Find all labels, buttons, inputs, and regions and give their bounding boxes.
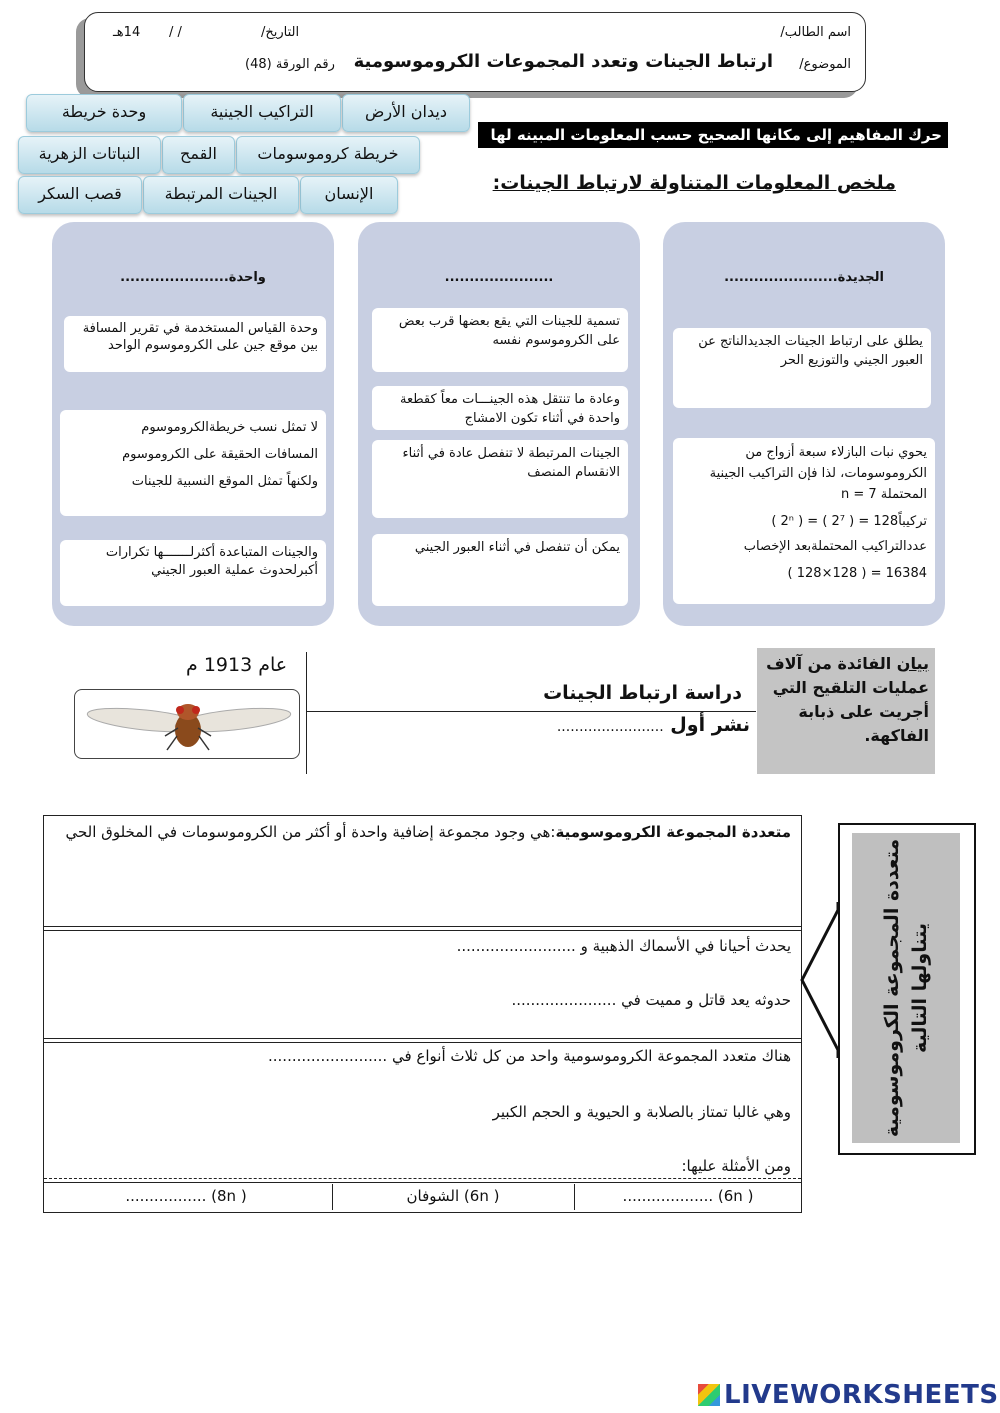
table-divider-1 [44,926,801,927]
summary-title-text: ملخص المعلومات المتناولة لارتباط الجينات: [492,172,896,194]
sheet-number: رقم الورقة (48) [245,57,335,72]
chip-earthworms[interactable]: ديدان الأرض [342,94,470,132]
card-middle-2: وعادة ما تنتقل هذه الجينـــات معاً كقطعة واحدة في أثناء تكون الامشاج [372,386,628,430]
flowering-line: هناك متعدد المجموعة الكروموسومية واحد من كل ثلاث أنواع في ......................... [268,1047,791,1065]
fruit-fly-icon [75,690,299,758]
benefit-text: الفائدة من آلاف عمليات التلقيح التي أجريت على ذبابة الفاكهة. [766,654,929,745]
chip-genotypes[interactable]: التراكيب الجينية [183,94,341,132]
polyploidy-side-title: متعددة المجموعة الكروموسومية يتناولها التالية [881,838,931,1138]
card-left-2 [60,410,326,516]
logo-mark-icon [698,1384,720,1406]
timeline-vertical-line [306,652,307,774]
example-cell-1[interactable]: ( 6n) ................... [574,1184,801,1210]
hijri-year: 14هـ [113,25,141,40]
bracket-connector [798,900,840,1060]
card-left-3: والجينات المتباعدة أكثرلـــــــها تكرارات أكبرلحدوث عملية العبور الجيني [60,540,326,606]
column-map-unit [52,222,334,626]
first-publish-label: نشر أول [670,714,750,736]
worksheet-title: ارتباط الجينات وتعدد المجموعات الكروموسومية [353,51,773,72]
chip-linked-genes[interactable]: الجينات المرتبطة [143,176,299,214]
subject-label: الموضوع/ [799,57,851,72]
liveworksheets-logo [698,1380,999,1410]
column-linked-genes [358,222,640,626]
card-right-2-line4: ( 128×128 ) = 16384 [787,566,927,581]
polyploidy-table [43,815,802,1213]
drop-zone-right[interactable]: الجديدة....................... [724,270,884,285]
first-publish [557,714,750,736]
column-new-genotypes [663,222,945,626]
summary-title [493,172,896,194]
chip-map-unit[interactable]: وحدة خريطة [26,94,182,132]
study-year: عام 1913 م [186,654,288,676]
example-cell-3[interactable]: ( 8n) ................. [125,1187,247,1205]
table-divider-3 [44,1178,801,1179]
drop-zone-middle[interactable]: ...................... [444,270,554,285]
student-name-label: اسم الطالب/ [780,25,851,40]
benefit-label: بيان [896,654,929,673]
fruit-fly-image-box [74,689,300,759]
lethal-line: حدوثه يعد قاتل و مميت في ...................... [511,991,791,1009]
chip-chromosome-map[interactable]: خريطة كروموسومات [236,136,420,174]
card-left-2-line2: المسافات الحقيقة على الكروموسوم [122,447,318,462]
card-right-1: يطلق على ارتباط الجينات الجديدالناتج عن العبور الجيني والتوزيع الحر [673,328,931,408]
card-right-2-line1: يحوي نبات البازلاء سبعة أزواج من الكروموسومات، لذا فإن التراكيب الجينية المحتملة n = 7 [709,445,927,502]
chip-flowering-plants[interactable]: النباتات الزهرية [18,136,161,174]
benefit-box [757,648,935,774]
traits-line: وهي غالبا تمتاز بالصلابة و الحيوية و الحجم الكبير [492,1103,791,1121]
table-divider-2 [44,1038,801,1039]
example-cell-2: ( 6n) الشوفان [332,1184,573,1210]
examples-label: ومن الأمثلة عليها: [681,1157,791,1175]
definition-text: :هي وجود مجموعة إضافية واحدة أو أكثر من الكروموسومات في المخلوق الحي [65,823,556,841]
polyploidy-definition [61,820,791,844]
chip-human[interactable]: الإنسان [300,176,398,214]
card-right-2 [673,438,935,604]
card-middle-1: تسمية للجينات التي يقع بعضها قرب بعض على الكروموسوم نفسه [372,308,628,372]
card-right-2-line2: ( 2ⁿ ) = ( 2⁷ ) = 128تركيباً [771,514,927,529]
instruction-banner: حرك المفاهيم إلى مكانها الصحيح حسب المعلومات المبينه لها [478,122,948,148]
definition-term: متعددة المجموعة الكروموسومية [555,823,791,841]
card-middle-3: الجينات المرتبطة لا تنفصل عادة في أثناء الانقسام المنصف [372,440,628,518]
card-left-2-line3: ولكنهاً تمثل الموقع النسبية للجينات [131,474,318,489]
polyploidy-side-panel [852,833,960,1143]
first-publish-blank[interactable]: ........................ [556,719,664,735]
card-right-2-line3: عددالتراكيب المحتملةبعد الإخصاب [743,539,927,554]
date-label: التاريخ/ [261,25,300,40]
chip-wheat[interactable]: القمح [162,136,235,174]
goldfish-line: يحدث أحيانا في الأسماك الذهبية و ......................... [456,937,791,955]
chip-sugarcane[interactable]: قصب السكر [18,176,142,214]
worksheet-header [84,12,866,92]
polyploidy-side-box [838,823,976,1155]
table-divider-1b [44,930,801,931]
card-left-1: وحدة القياس المستخدمة في تقرير المسافة بين موقع جين على الكروموسوم الواحد [64,316,326,372]
card-left-2-line1: لا تمثل نسب خريطةالكروموسوم [141,420,318,435]
card-middle-4: يمكن أن تنفصل في أثناء العبور الجيني [372,534,628,606]
logo-text: LIVEWORKSHEETS [724,1380,999,1410]
date-slashes: / / [169,25,182,40]
drop-zone-left[interactable]: واحدة...................... [120,270,266,285]
table-divider-2b [44,1042,801,1043]
study-title: دراسة ارتباط الجينات [543,682,742,704]
timeline-horizontal-line [306,711,756,712]
table-divider-3b [44,1182,801,1183]
